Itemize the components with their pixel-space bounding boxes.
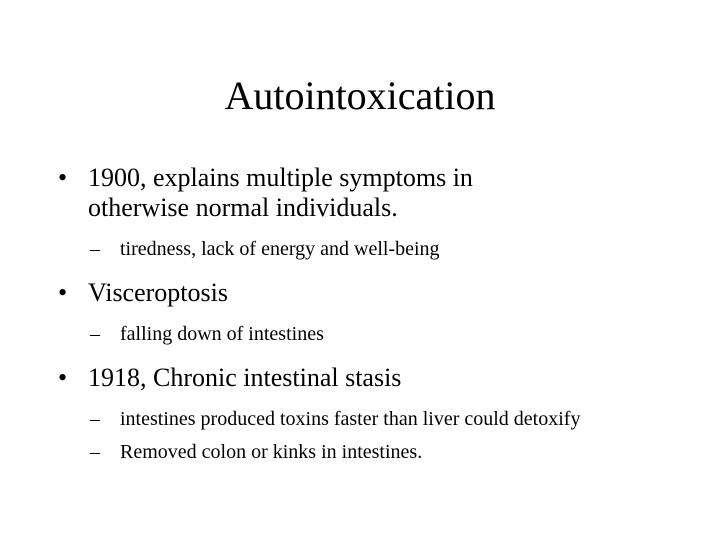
bullet-list bbox=[58, 163, 678, 466]
bullet-item bbox=[58, 363, 678, 393]
bullet-marker: • bbox=[58, 163, 68, 192]
sub-bullet-text: Removed colon or kinks in intestines. bbox=[120, 441, 423, 463]
bullet-text: Visceroptosis bbox=[88, 278, 228, 307]
sub-bullet-item bbox=[90, 405, 678, 433]
sub-bullet-marker: – bbox=[90, 238, 100, 260]
sub-bullet-text: tiredness, lack of energy and well-being bbox=[120, 238, 440, 260]
sub-bullet-item bbox=[90, 235, 678, 263]
slide-title: Autointoxication bbox=[224, 73, 496, 118]
sub-bullet-marker: – bbox=[90, 441, 100, 463]
sub-bullet-text: intestines produced toxins faster than liver could detoxify bbox=[120, 408, 581, 430]
bullet-item bbox=[58, 163, 678, 223]
sub-bullet-item bbox=[90, 320, 678, 348]
bullet-item bbox=[58, 278, 678, 308]
sub-bullet-marker: – bbox=[90, 408, 100, 430]
bullet-marker: • bbox=[58, 363, 68, 392]
sub-bullet-text: falling down of intestines bbox=[120, 323, 324, 345]
sub-bullet-marker: – bbox=[90, 323, 100, 345]
bullet-text: 1918, Chronic intestinal stasis bbox=[88, 363, 402, 392]
bullet-text: 1900, explains multiple symptoms in otherwise normal individuals. bbox=[88, 163, 473, 222]
sub-bullet-item bbox=[90, 438, 678, 466]
bullet-marker: • bbox=[58, 278, 68, 307]
